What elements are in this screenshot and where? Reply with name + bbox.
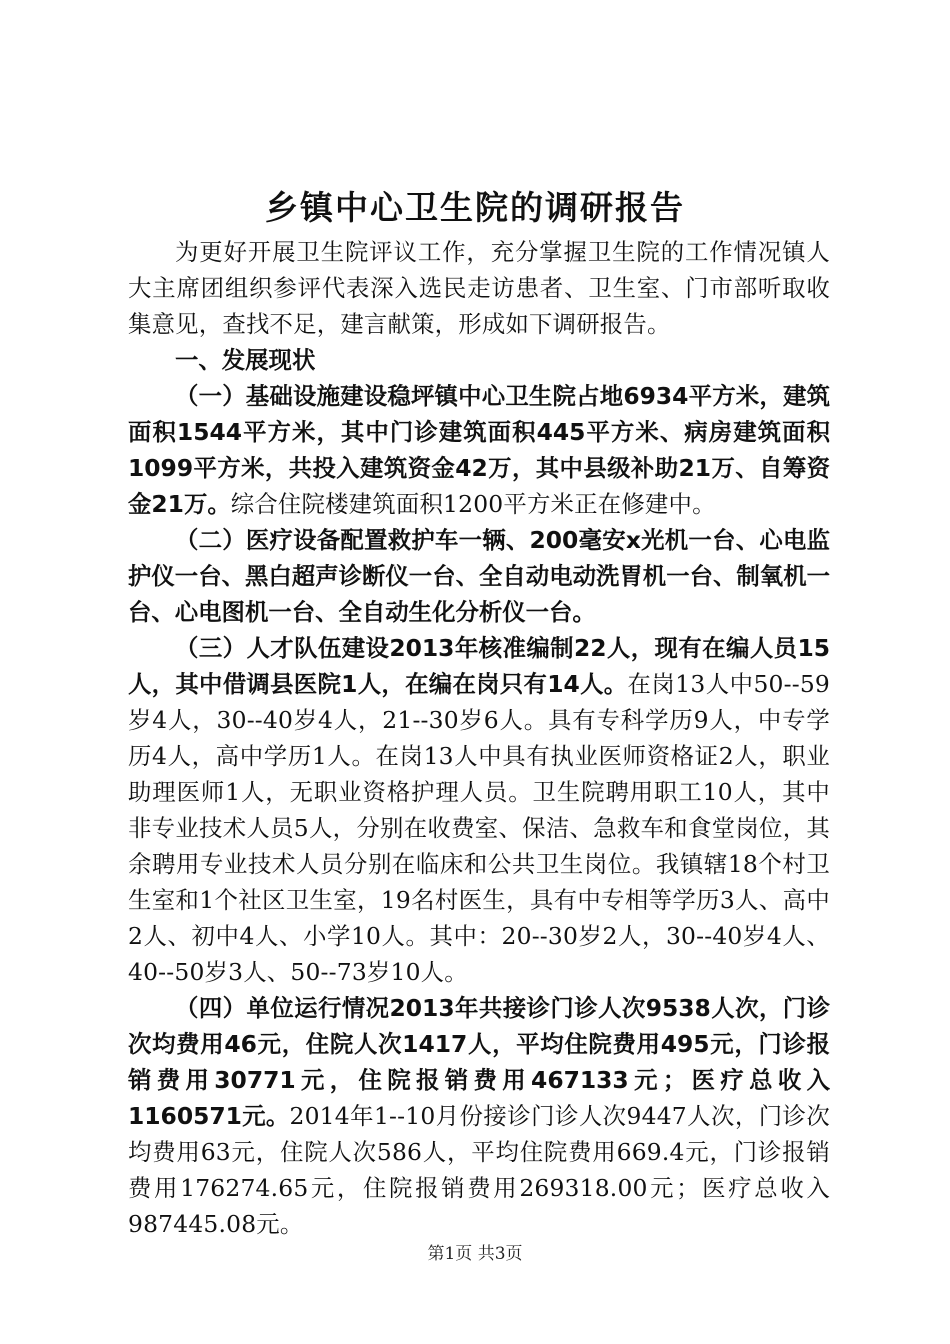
paragraph-staffing-rest: 在岗13人中50--59岁4人，30--40岁4人，21--30岁6人。具有专科学历9人，中专学历4人，高中学历1人。在岗13人中具有执业医师资格证2人，职业助理医师1人，无职业资格护理人员。卫生院聘用职工10人，其中非专业技术人员5人，分别在收费室、保洁、急救车和食堂岗位，其余聘用专业技术人员分别在临床和公共卫生岗位。我镇辖18个村卫生室和1个社区卫生室，19名村医生，具有中专相等学历3人、高中2人、初中4人、小学10人。其中：20--30岁2人，30--40岁4人、40--50岁3人、50--73岁10人。: [128, 670, 831, 986]
paragraph-equipment: [128, 522, 830, 630]
paragraph-equipment-bold: （二）医疗设备配置救护车一辆、200毫安x光机一台、心电监护仪一台、黑白超声诊断仪一台、全自动电动洗胃机一台、制氧机一台、心电图机一台、全自动生化分析仪一台。: [128, 526, 830, 626]
paragraph-operations: [128, 990, 830, 1242]
paragraph-infrastructure-rest: 综合住院楼建筑面积1200平方米正在修建中。: [230, 490, 716, 518]
document-body: [128, 234, 830, 1242]
paragraph-staffing: [128, 630, 830, 990]
section-heading: 一、发展现状: [175, 346, 316, 374]
paragraph-infrastructure: [128, 378, 830, 522]
page-number-footer: 第1页 共3页: [427, 1244, 523, 1264]
paragraph-operations-rest: 2014年1--10月份接诊门诊人次9447人次，门诊次均费用63元，住院人次586人，平均住院费用669.4元，门诊报销费用176274.65元，住院报销费用269318.00元；医疗总收入987445.08元。: [128, 1102, 830, 1238]
paragraph-infrastructure-bold: （一）基础设施建设稳坪镇中心卫生院占地6934平方米，建筑面积1544平方米，其中门诊建筑面积445平方米、病房建筑面积1099平方米，共投入建筑资金42万，其中县级补助21万、自筹资金21万。: [128, 382, 830, 518]
intro-paragraph: 为更好开展卫生院评议工作，充分掌握卫生院的工作情况镇人大主席团组织参评代表深入选民走访患者、卫生室、门市部听取收集意见，查找不足，建言献策，形成如下调研报告。: [128, 238, 830, 338]
paragraph-operations-bold: （四）单位运行情况2013年共接诊门诊人次9538人次，门诊次均费用46元，住院人次1417人，平均住院费用495元，门诊报销费用30771元，住院报销费用467133元；医疗总收入1160571元。: [128, 994, 830, 1130]
document-title: 乡镇中心卫生院的调研报告: [265, 188, 685, 227]
paragraph-staffing-bold: （三）人才队伍建设2013年核准编制22人，现有在编人员15人，其中借调县医院1人，在编在岗只有14人。: [128, 634, 830, 698]
